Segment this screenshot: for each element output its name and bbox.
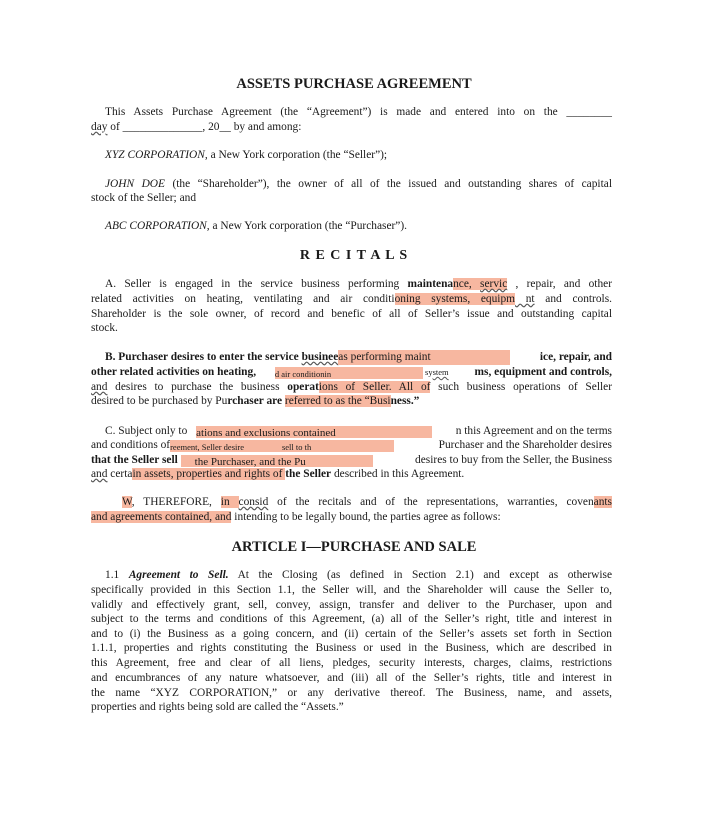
recital-b-text: ness.”: [390, 395, 420, 407]
section-1-1-line-9: the name “XYZ CORPORATION,” or any derivative thereof. The Business, name, and assets,: [91, 687, 612, 699]
highlight-mark: and agreements contained, and: [91, 511, 232, 523]
recital-c-line-3: [91, 453, 612, 468]
purchaser-desc: a New York corporation (the “Purchaser”).: [209, 220, 407, 232]
recital-c-text: n this Agreement and on the terms: [455, 425, 612, 437]
intro-day: day: [91, 121, 108, 133]
therefore-text: of the recitals and of the representations, warranties, coven: [268, 496, 594, 508]
recital-c-text: Purchaser and the Shareholder desires: [438, 439, 612, 451]
recital-c-text: and conditions of: [91, 439, 171, 451]
highlight-mark: oning systems, equipm: [394, 293, 516, 305]
highlight-mark: ations and exclusions contained: [196, 426, 432, 438]
recital-c-text: C. Subject only to: [105, 425, 191, 437]
recital-c-line-4: [91, 467, 612, 482]
recital-b-text: such business operations of Seller: [430, 381, 613, 393]
recital-c-line-2: [91, 438, 612, 453]
highlight-mark: [170, 440, 394, 452]
intro-date-blanks: of ______________, 20__ by and among:: [107, 121, 302, 133]
recital-c-text: certa: [107, 468, 133, 480]
section-1-1-line-4: subject to the terms and conditions of this Agreement, (a) all of the Seller’s right, title and interest in: [91, 613, 612, 625]
recital-b-text: and: [91, 381, 108, 393]
recital-a-line-3: Shareholder is the sole owner, of record and benefic of all of Seller’s issue and outstanding capital: [91, 308, 612, 320]
highlight-text: reement, Seller desire: [170, 442, 244, 452]
party-seller: [105, 148, 612, 163]
party-shareholder-line-2: stock of the Seller; and: [91, 192, 197, 204]
highlight-mark: W: [122, 496, 132, 508]
section-1-1-line-2: specifically provided in this Section 1.1, the Seller will, and the Shareholder will cause the Seller to,: [91, 584, 612, 596]
seller-desc: a New York corporation (the “Seller”);: [207, 149, 388, 161]
intro-line-1: This Assets Purchase Agreement (the “Agreement”) is made and entered into on the ________: [105, 106, 612, 118]
section-1-1-line-10: properties and rights being sold are called the “Assets.”: [91, 701, 344, 713]
section-1-1-line-5: and to (i) the Business as a going concern, and (ii) certain of the Seller’s assets set forth in Section: [91, 628, 612, 640]
section-1-1-line-7: this Agreement, free and clear of all liens, pledges, security interests, charges, claims, restrictions: [91, 657, 612, 669]
recital-a-text: , repair, and other: [507, 278, 612, 290]
recital-b-text: ms, equipm: [474, 366, 531, 378]
highlight-mark: ions of Seller. All of: [318, 381, 431, 393]
recital-a-text: related activities on heating, ventilating and air conditi: [91, 293, 395, 305]
highlight-mark: d air conditionin: [275, 367, 423, 379]
recital-b-text: stem: [432, 367, 449, 377]
party-shareholder-line-1: [105, 177, 612, 192]
recital-a-text: and controls.: [534, 293, 612, 305]
recital-c-text: and: [91, 468, 108, 480]
purchaser-name: ABC CORPORATION,: [105, 220, 210, 232]
recitals-heading: R E C I T A L S: [299, 248, 409, 263]
therefore-text: intending to be legally bound, the parties agree as follows:: [231, 511, 501, 523]
party-purchaser: [105, 219, 612, 234]
highlight-mark: referred to as the “Busi: [284, 395, 391, 407]
recital-b-text: rchaser are: [227, 395, 285, 407]
section-number: 1.1: [105, 569, 129, 581]
highlight-mark: as performing maint: [338, 350, 510, 365]
recital-c-text: described in this Agreement.: [331, 468, 465, 480]
recital-a-line-2: [91, 292, 612, 307]
recital-b-text: ent and controls,: [530, 366, 612, 378]
recital-c-text: desires to buy from the Seller, the Business: [415, 454, 612, 466]
recital-a-text: A. Seller is engaged in the service business performing: [105, 278, 408, 290]
seller-name: XYZ CORPORATION,: [105, 149, 208, 161]
recital-b-text: desired to be purchased by Pu: [91, 395, 228, 407]
section-1-1-line-6: 1.1.1, properties and rights constituting the Business or used in the Business, which are described in: [91, 642, 612, 654]
recital-b-text: other related activities on heating,: [91, 366, 259, 378]
highlight-mark: in: [220, 496, 239, 508]
therefore-text: , THEREFORE,: [131, 496, 221, 508]
recital-c-text: the Seller: [285, 468, 332, 480]
therefore-line-1: [122, 495, 612, 510]
recital-b-line-4: [91, 394, 612, 409]
recital-b-text: businee: [301, 351, 339, 363]
article-heading: ARTICLE I—PURCHASE AND SALE: [231, 539, 477, 555]
shareholder-name: JOHN DOE: [105, 178, 165, 190]
highlight-mark: servic: [480, 278, 508, 290]
recital-b-text: desires to purchase the business: [107, 381, 288, 393]
highlight-mark: ants: [593, 496, 612, 508]
section-1-1-line-3: validly and effectively grant, sell, convey, assign, transfer and deliver to the Purchaser, upon and: [91, 599, 612, 611]
recital-b-text: B. Purchaser desires to enter the service: [105, 351, 302, 363]
section-1-1-line-8: and encumbrances of any nature whatsoever, and (iii) all of the Seller’s rights, title and interest in: [91, 672, 612, 684]
recital-c-text: that the Seller sell: [91, 454, 181, 466]
section-1-1-line-1: [105, 568, 612, 583]
section-title: Agreement to Sell.: [128, 569, 229, 581]
highlight-mark: the Purchaser, and the Pu: [181, 455, 373, 467]
recital-a-bold: maintena: [407, 278, 454, 290]
recital-b-line-3: [91, 380, 612, 395]
therefore-text: consid: [238, 496, 269, 508]
therefore-line-2: [91, 510, 612, 525]
document-title: ASSETS PURCHASE AGREEMENT: [236, 76, 472, 92]
recital-a-line-1: [105, 277, 612, 292]
shareholder-desc: (the “Shareholder”), the owner of all of the issued and outstanding shares of capital: [164, 178, 612, 190]
recital-c-line-1: [105, 424, 612, 439]
recital-b-text: sy: [422, 367, 433, 377]
recital-a-text: nt: [515, 293, 535, 305]
recital-b-line-2: [91, 365, 612, 380]
recital-a-line-4: stock.: [91, 322, 118, 334]
highlight-mark: in assets, properties and rights of: [132, 468, 286, 480]
highlight-text: sell to th: [281, 442, 312, 452]
section-text: At the Closing (as defined in Section 2.1) and except as otherwise: [228, 569, 612, 581]
recital-b-line-1: [105, 350, 612, 365]
recital-b-text: ice, repair, and: [539, 351, 612, 363]
intro-line-2: [91, 120, 612, 135]
highlight-mark: nce,: [453, 278, 481, 290]
recital-b-text: operat: [287, 381, 319, 393]
